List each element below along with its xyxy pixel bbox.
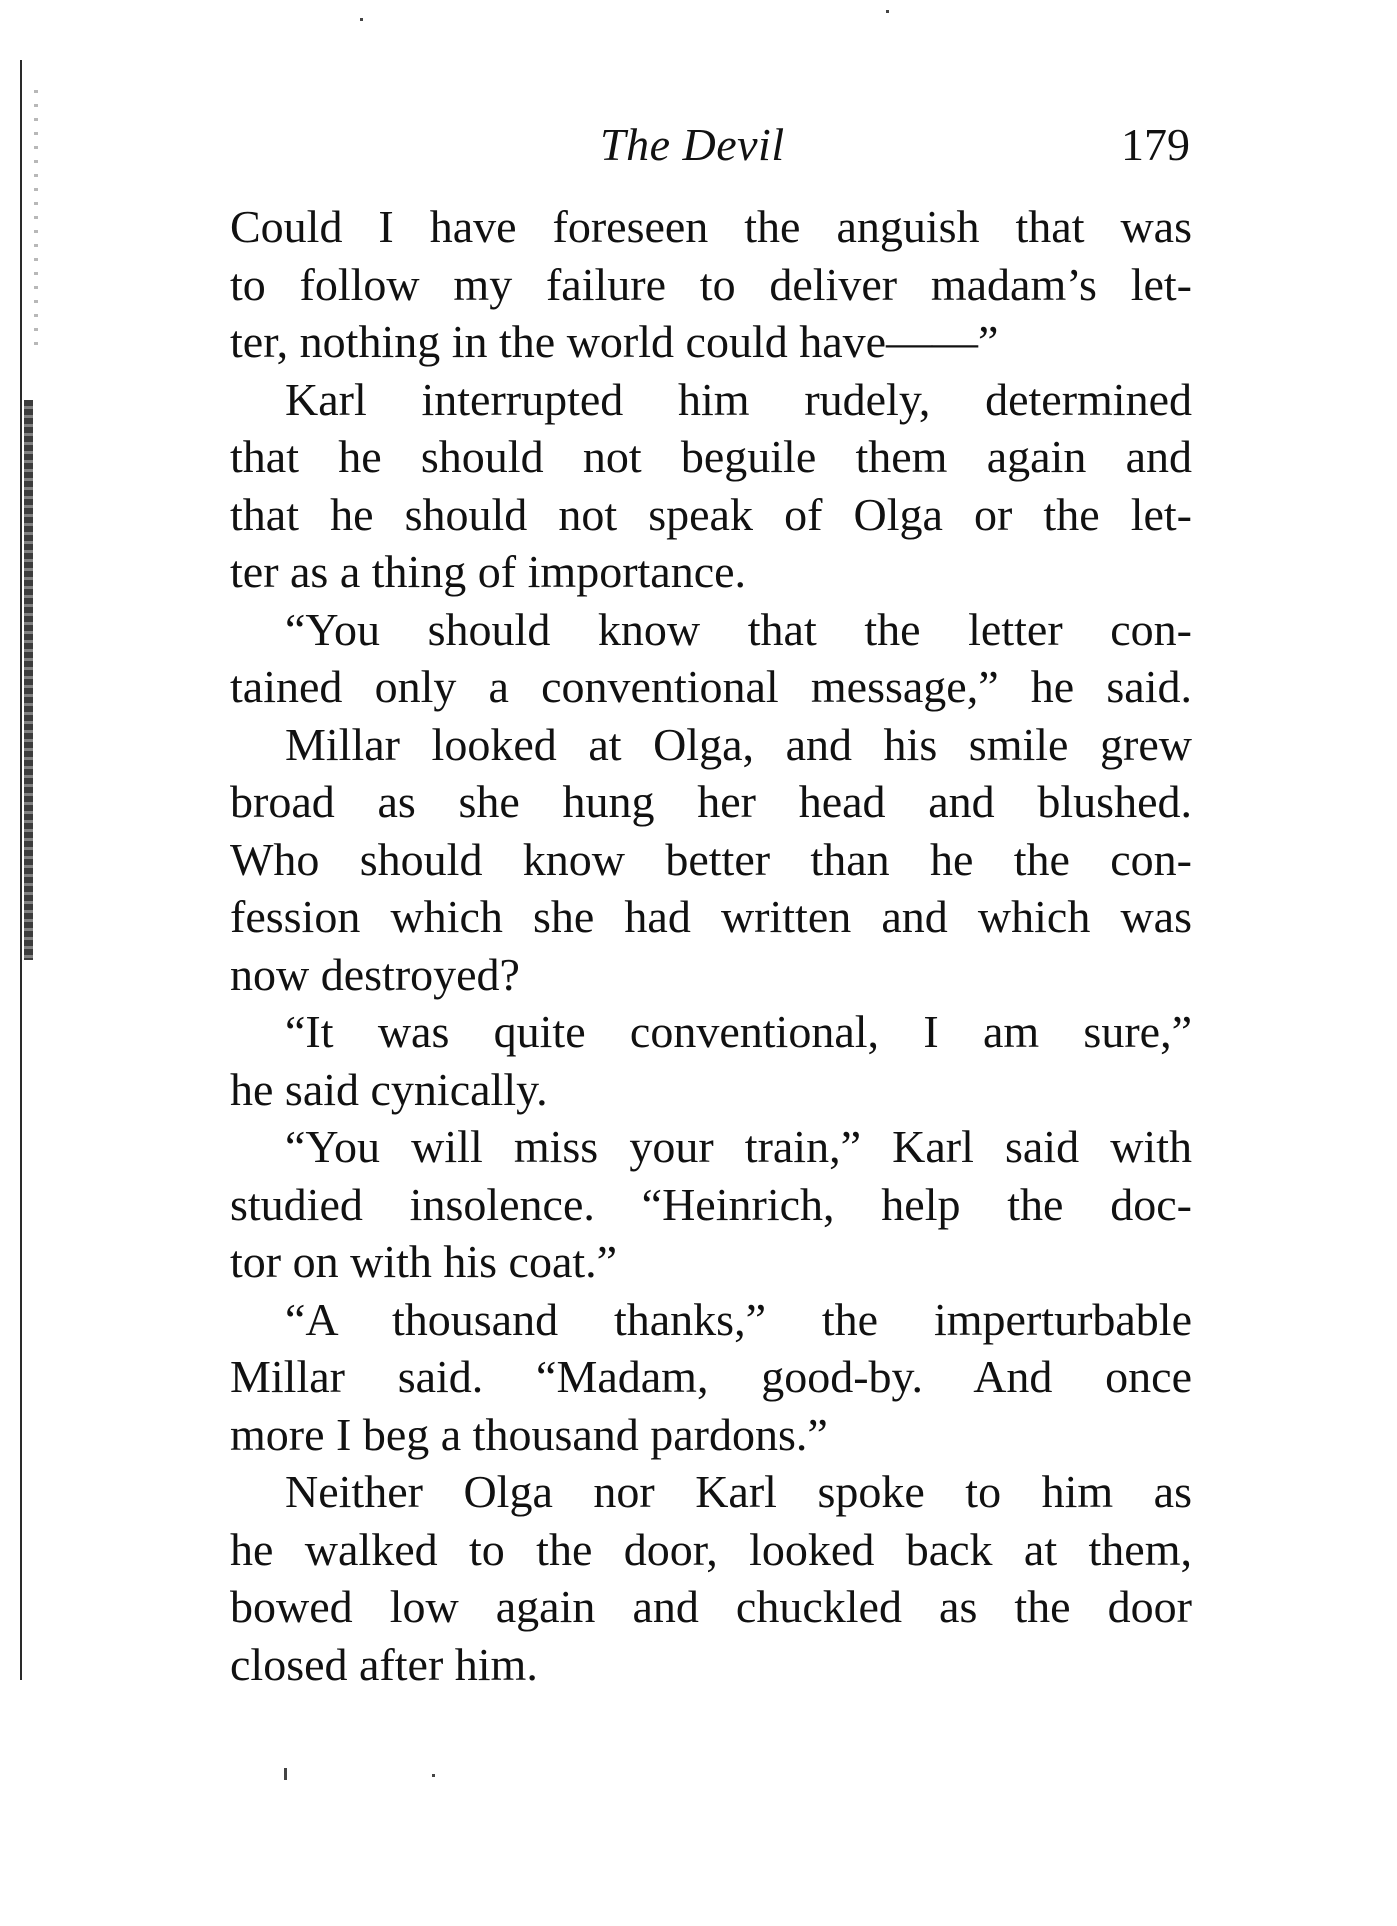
text-line: fession which she had written and which was — [230, 891, 1192, 942]
stray-dot — [432, 1774, 435, 1777]
gutter-specks — [34, 90, 38, 350]
text-line: ter as a thing of importance. — [230, 546, 747, 597]
text-line: “You should know that the letter con- — [285, 603, 1192, 655]
text-line: “You will miss your train,” Karl said with — [285, 1121, 1192, 1172]
text-line: now destroyed? — [230, 948, 520, 1000]
text-line: broad as she hung her head and blushed. — [230, 776, 1192, 827]
text-line: tained only a conventional message,” he said. — [230, 661, 1192, 712]
stray-dot — [360, 18, 363, 21]
text-line: closed after him. — [230, 1638, 538, 1690]
text-line: more I beg a thousand pardons.” — [230, 1408, 828, 1460]
text-line: “A thousand thanks,” the imperturbable — [285, 1293, 1192, 1345]
text-line: studied insolence. “Heinrich, help the doc- — [230, 1178, 1192, 1230]
running-head — [230, 118, 1190, 178]
stray-dot — [886, 10, 889, 13]
stray-mark — [284, 1768, 287, 1780]
text-line: Who should know better than he the con- — [230, 833, 1192, 885]
text-line: he said cynically. — [230, 1063, 548, 1115]
text-line: Could I have foreseen the anguish that was — [230, 201, 1192, 252]
gutter-scan-shadow — [24, 400, 33, 960]
binding-gutter-shadow — [20, 60, 40, 1680]
running-title: The Devil — [600, 119, 785, 170]
text-line: Millar looked at Olga, and his smile grew — [285, 718, 1192, 770]
text-line: Millar said. “Madam, good-by. And once — [230, 1351, 1192, 1402]
page-number: 179 — [1121, 119, 1190, 170]
gutter-rule — [20, 60, 22, 1680]
text-line: that he should not speak of Olga or the let- — [230, 488, 1192, 540]
text-line: tor on with his coat.” — [230, 1236, 618, 1287]
text-line: Neither Olga nor Karl spoke to him as — [285, 1466, 1192, 1517]
text-line: he walked to the door, looked back at them, — [230, 1523, 1192, 1575]
text-line: bowed low again and chuckled as the door — [230, 1581, 1192, 1632]
text-line: to follow my failure to deliver madam’s let- — [230, 258, 1192, 310]
text-line: that he should not beguile them again and — [230, 431, 1192, 482]
text-line: “It was quite conventional, I am sure,” — [285, 1006, 1192, 1057]
text-line: ter, nothing in the world could have——” — [230, 316, 999, 367]
body-text — [230, 198, 1192, 1693]
text-line: Karl interrupted him rudely, determined — [285, 373, 1192, 425]
